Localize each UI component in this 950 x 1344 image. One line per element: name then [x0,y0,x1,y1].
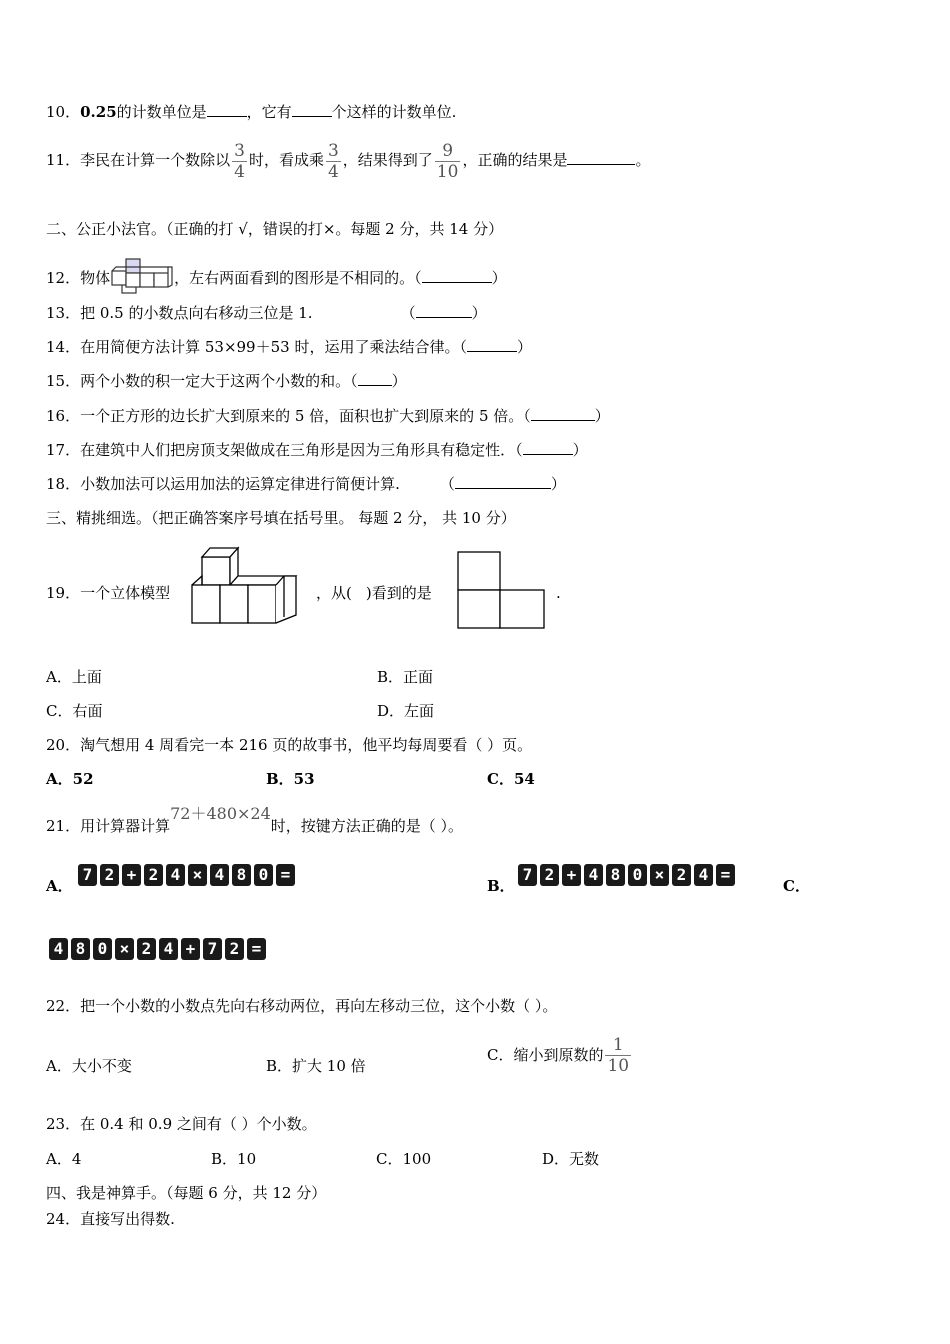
question-24 [46,1209,175,1229]
answer-blank[interactable] [422,268,492,283]
question-11 [46,138,650,182]
q22-text: 把一个小数的小数点先向右移动两位，再向左移动三位，这个小数（ ）。 [80,997,558,1015]
calculator-key: × [188,864,207,886]
calculator-key: 0 [628,864,647,886]
q11-text: 。 [635,151,651,169]
calculator-keys-c [49,938,266,960]
q15-text: 两个小数的积一定大于这两个小数的和。（ [80,372,358,390]
calculator-key: 2 [672,864,691,886]
question-17 [46,440,588,460]
q12-text: ） [491,269,507,287]
q18-text: 小数加法可以运用加法的运算定律进行简便计算. [80,475,400,493]
q15-text: ） [391,372,407,390]
question-number: 13． [46,304,81,322]
question-number: 12． [46,269,81,287]
fraction [605,1035,631,1076]
q14-text: ） [516,338,532,356]
section-2-heading: 二、公正小法官。（正确的打 √，错误的打×。每题 2 分，共 14 分） [46,220,504,238]
option-a[interactable]: A． [46,877,73,895]
calculator-key: 4 [166,864,185,886]
answer-blank[interactable] [455,474,551,489]
question-number: 16． [46,407,81,425]
calculator-key: 7 [203,938,222,960]
calculator-keys-a [78,864,295,886]
cube-object-icon [110,257,174,295]
question-12 [46,257,507,295]
q11-text: ，结果得到了 [342,151,433,169]
q10-text: 的计数单位是 [116,103,207,121]
q24-text: 直接写出得数. [80,1210,175,1228]
calculator-key: 8 [71,938,90,960]
numerator: 3 [234,140,245,161]
q23-text: 在 0.4 和 0.9 之间有（ ）个小数。 [80,1115,317,1133]
q21-text: 用计算器计算 [80,817,171,835]
fraction [435,141,461,182]
3d-cube-model-icon [188,545,300,627]
question-number: 20． [46,736,81,754]
calculator-key: 7 [518,864,537,886]
question-number: 24． [46,1210,81,1228]
q19-text: 一个立体模型 [80,584,171,602]
option-c[interactable]: C． [783,877,810,895]
q16-text: 一个正方形的边长扩大到原来的 5 倍，面积也扩大到原来的 5 倍。（ [80,407,531,425]
numerator: 9 [442,140,454,161]
calculator-key: 8 [232,864,251,886]
calculator-key: 2 [540,864,559,886]
calculator-key: 0 [254,864,273,886]
question-number: 21． [46,817,81,835]
question-number: 11． [46,151,81,169]
option-c[interactable]: C．右面 [46,702,103,720]
q19-text: )看到的是 [365,584,432,602]
answer-blank[interactable] [292,102,332,117]
question-16 [46,406,610,426]
q19-text: ，从( [316,584,352,602]
calculator-key: 4 [210,864,229,886]
calculator-key: 0 [93,938,112,960]
calculator-key: 4 [584,864,603,886]
option-c[interactable] [487,1032,633,1077]
q18-text: ） [550,475,566,493]
q14-text: 在用简便方法计算 53×99＋53 时，运用了乘法结合律。（ [80,338,467,356]
option-a[interactable]: A．上面 [46,668,102,686]
q19-prompt [316,583,432,603]
fraction [326,141,341,182]
q17-text: 在建筑中人们把房顶支架做成在三角形是因为三角形具有稳定性．（ [80,441,523,459]
question-14 [46,337,532,357]
calculator-key: 4 [694,864,713,886]
denominator: 4 [327,161,339,182]
q11-text: 李民在计算一个数除以 [80,151,231,169]
calculator-key: 4 [49,938,68,960]
question-15 [46,371,407,391]
calculator-key: = [716,864,735,886]
answer-blank[interactable] [207,102,247,117]
calculator-key: = [247,938,266,960]
option-b[interactable]: B． [487,877,515,895]
section-3-heading: 三、精挑细选。（把正确答案序号填在括号里。 每题 2 分， 共 10 分） [46,509,516,527]
option-c-label: C．缩小到原数的 [487,1046,604,1064]
calculator-key: 8 [606,864,625,886]
option-b[interactable]: B．正面 [377,668,434,686]
question-number: 15． [46,372,81,390]
q10-text: 个这样的计数单位. [331,103,457,121]
q17-text: ） [572,441,588,459]
question-19 [46,583,170,603]
calculator-key: 2 [137,938,156,960]
q12-text: 物体 [80,269,111,287]
option-a[interactable]: A．4 [46,1150,82,1168]
q11-text: ，正确的结果是 [462,151,568,169]
answer-blank[interactable] [358,371,392,386]
denominator: 10 [436,161,459,182]
calculator-key: = [276,864,295,886]
option-d[interactable]: D．无数 [542,1150,600,1168]
denominator: 10 [607,1055,630,1076]
question-13 [46,303,487,323]
q20-text: 淘气想用 4 周看完一本 216 页的故事书，他平均每周要看（ ）页。 [80,736,533,754]
question-23 [46,1114,317,1134]
question-number: 17． [46,441,81,459]
calculator-key: 2 [225,938,244,960]
q18-text: （ [439,475,455,493]
question-21 [46,804,464,836]
q11-text: 时，看成乘 [248,151,324,169]
option-d[interactable]: D．左面 [377,702,435,720]
q10-text: ，它有 [246,103,292,121]
question-number: 22． [46,997,81,1015]
question-20 [46,735,532,755]
option-b[interactable]: B．扩大 10 倍 [266,1057,366,1075]
calculator-keys-b [518,864,735,886]
numerator: 3 [327,140,339,161]
question-number: 19． [46,584,81,602]
question-number: 10． [46,103,81,121]
calculator-key: 4 [159,938,178,960]
option-b[interactable]: B．10 [211,1150,257,1168]
question-10 [46,102,456,122]
q13-text: 把 0.5 的小数点向右移动三位是 1. [80,304,313,322]
q19-period: . [556,584,561,602]
calculator-key: + [122,864,141,886]
denominator: 4 [234,161,245,182]
view-shape-icon [456,550,548,632]
q21-text: 时，按键方法正确的是（ ）。 [270,817,464,835]
option-c[interactable]: C．54 [487,770,535,788]
answer-blank[interactable] [416,303,472,318]
answer-blank[interactable] [523,440,573,455]
option-a[interactable]: A．52 [46,770,94,788]
calculator-key: 2 [100,864,119,886]
question-number: 14． [46,338,81,356]
calculator-key: + [562,864,581,886]
calculator-key: × [115,938,134,960]
option-a[interactable]: A．大小不变 [46,1057,132,1075]
numerator: 1 [612,1034,624,1055]
q21-expression: 72＋480×24 [170,804,271,823]
q16-text: ） [594,407,610,425]
question-18 [46,474,566,494]
question-number: 18． [46,475,81,493]
answer-blank[interactable] [531,406,595,421]
answer-blank[interactable] [467,337,517,352]
q13-text: （ [400,304,416,322]
answer-blank[interactable] [567,150,635,165]
calculator-key: × [650,864,669,886]
question-number: 23． [46,1115,81,1133]
q12-text: ，左右两面看到的图形是不相同的。（ [174,269,422,287]
fraction [232,141,247,182]
option-b[interactable]: B．53 [266,770,315,788]
q10-value: 0.25 [80,103,117,121]
option-c[interactable]: C．100 [376,1150,432,1168]
calculator-key: + [181,938,200,960]
calculator-key: 7 [78,864,97,886]
section-4-heading: 四、我是神算手。（每题 6 分，共 12 分） [46,1184,327,1202]
q13-text: ） [471,304,487,322]
question-22 [46,996,557,1016]
calculator-key: 2 [144,864,163,886]
